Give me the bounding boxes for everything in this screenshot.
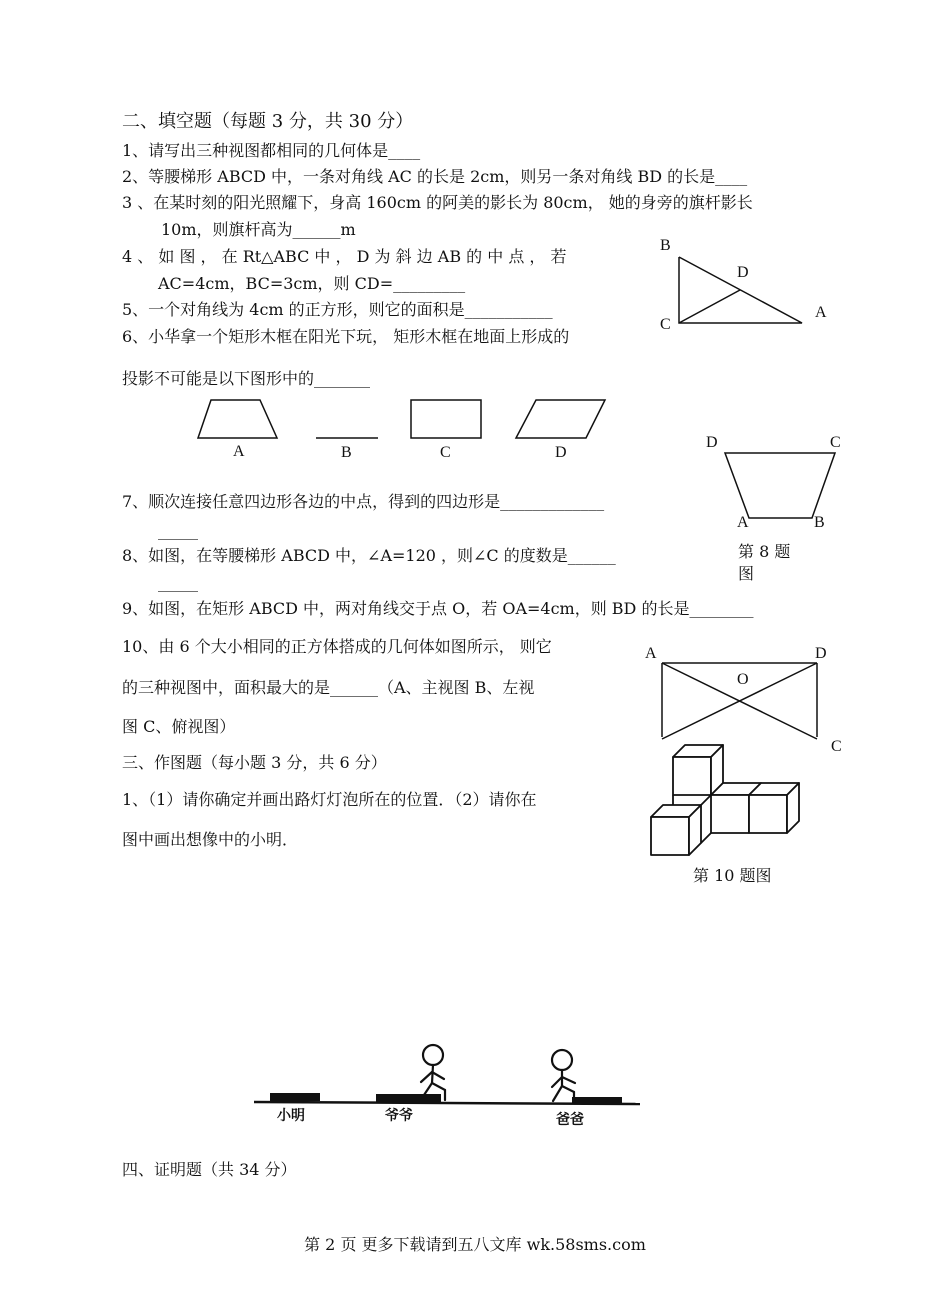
question-10-line1: 10、由 6 个大小相同的正方体搭成的几何体如图所示， 则它 xyxy=(122,637,552,656)
question-4-line2: AC=4cm，BC=3cm，则 CD=_________ xyxy=(158,274,466,293)
shadow-label-yeye: 爷爷 xyxy=(385,1108,413,1124)
section2-title: 二、填空题（每题 3 分，共 30 分） xyxy=(122,111,414,132)
question-4-line1: 4 、 如 图 ， 在 Rt△ABC 中 ， D 为 斜 边 AB 的 中 点 ， 若 xyxy=(122,247,567,266)
fig8-label-c: C xyxy=(830,434,841,451)
section3-question-1-line2: 图中画出想像中的小明． xyxy=(122,830,299,849)
figure-shadow-scene xyxy=(250,1040,645,1130)
yeye-figure xyxy=(421,1045,445,1100)
section4-title: 四、证明题（共 34 分） xyxy=(122,1160,297,1179)
question-3-line2: 10m，则旗杆高为______m xyxy=(161,220,356,239)
shadow-label-xiaoming: 小明 xyxy=(277,1108,305,1124)
figure-q6-options xyxy=(190,395,620,445)
fig8-label-d: D xyxy=(706,434,718,451)
baba-figure xyxy=(552,1050,575,1103)
fig4-label-c: C xyxy=(660,316,671,333)
fig4-label-d: D xyxy=(737,264,749,281)
shadow-label-baba: 爸爸 xyxy=(556,1112,584,1128)
fig10-caption: 第 10 题图 xyxy=(693,866,772,885)
fig9-label-o: O xyxy=(737,671,749,688)
question-8-line1: 8、如图，在等腰梯形 ABCD 中，∠A=120 ，则∠C 的度数是______ xyxy=(122,546,616,565)
fig8-caption-line1: 第 8 题 xyxy=(738,542,791,561)
yeye-shadow xyxy=(376,1094,441,1102)
section3-title: 三、作图题（每小题 3 分，共 6 分） xyxy=(122,753,387,772)
question-7-line1: 7、顺次连接任意四边形各边的中点，得到的四边形是_____________ xyxy=(122,492,605,511)
figure-q10-cubes xyxy=(645,740,810,860)
fig9-label-a: A xyxy=(645,645,657,662)
fig8-caption-line2: 图 xyxy=(738,564,755,583)
fig6-label-a: A xyxy=(233,443,245,460)
fig6-label-b: B xyxy=(341,444,352,461)
figure-q4-triangle xyxy=(660,240,830,340)
question-1: 1、请写出三种视图都相同的几何体是____ xyxy=(122,141,421,160)
section3-question-1-line1: 1、（1）请你确定并画出路灯灯泡所在的位置．（2）请你在 xyxy=(122,790,537,809)
question-8-line2: _____ xyxy=(158,573,198,592)
figure-q9-rectangle xyxy=(655,655,825,750)
figure-q8-trapezoid xyxy=(715,445,845,525)
question-10-line2: 的三种视图中，面积最大的是______（A、主视图 B、左视 xyxy=(122,678,535,697)
question-10-line3: 图 C、俯视图） xyxy=(122,717,236,736)
baba-shadow xyxy=(572,1097,622,1104)
question-2: 2、等腰梯形 ABCD 中，一条对角线 AC 的长是 2cm，则另一条对角线 BD 的长是____ xyxy=(122,167,748,186)
question-7-line2: _____ xyxy=(158,521,198,540)
question-6-line2: 投影不可能是以下图形中的_______ xyxy=(122,369,371,388)
fig8-label-a: A xyxy=(737,514,749,531)
fig9-label-c: C xyxy=(831,738,842,755)
page-footer: 第 2 页 更多下载请到五八文库 wk.58sms.com xyxy=(304,1235,646,1254)
fig4-label-a: A xyxy=(815,304,827,321)
fig9-label-d: D xyxy=(815,645,827,662)
fig4-label-b: B xyxy=(660,237,671,254)
fig8-label-b: B xyxy=(814,514,825,531)
question-5: 5、一个对角线为 4cm 的正方形，则它的面积是___________ xyxy=(122,300,553,319)
question-3-line1: 3 、在某时刻的阳光照耀下，身高 160cm 的阿美的影长为 80cm， 她的身旁的旗杆影长 xyxy=(122,193,753,212)
xiaoming-shadow xyxy=(270,1093,320,1101)
fig6-label-c: C xyxy=(440,444,451,461)
question-9: 9、如图，在矩形 ABCD 中，两对角线交于点 O，若 OA=4cm，则 BD 的长是________ xyxy=(122,599,754,618)
fig6-label-d: D xyxy=(555,444,567,461)
question-6-line1: 6、小华拿一个矩形木框在阳光下玩， 矩形木框在地面上形成的 xyxy=(122,327,570,346)
